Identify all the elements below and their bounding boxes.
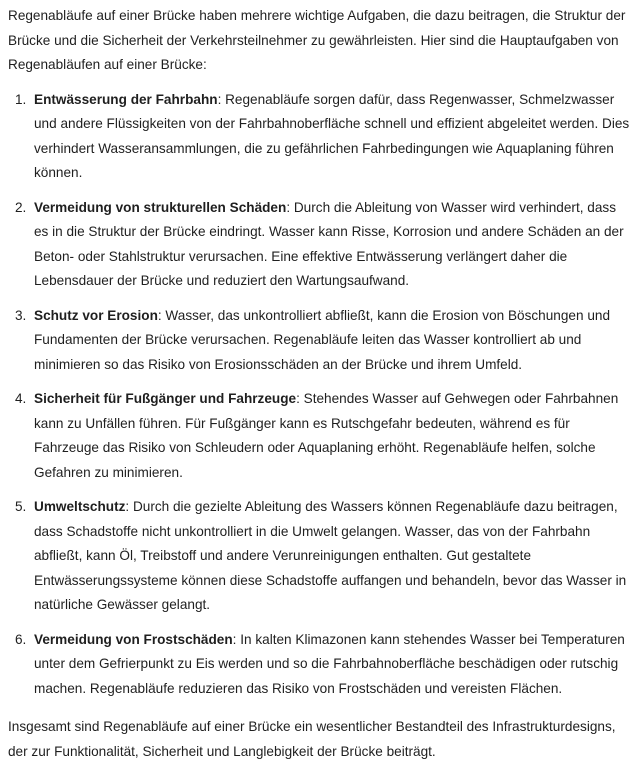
list-number: 3. (15, 307, 27, 323)
list-item (15, 88, 632, 186)
summary-paragraph: Insgesamt sind Regenabläufe auf einer Brücke ein wesentlicher Bestandteil des Infrastrukturdesigns, der zur Funktionalität, Sicherheit und Langlebigkeit der Brücke beiträgt. (8, 719, 616, 759)
list-item (15, 304, 632, 378)
list-item-term: Sicherheit für Fußgänger und Fahrzeuge (34, 391, 297, 406)
list-number: 1. (15, 91, 27, 107)
tasks-list (8, 88, 632, 702)
list-item-text: : Regenabläufe sorgen dafür, dass Regenwasser, Schmelzwasser und andere Flüssigkeiten von der Fahrbahnoberfläche schnell und effizient abgeleitet werden. Dies verhindert Wasseransammlungen, die zu gefährlichen Fahrbedingungen wie Aquaplaning führen können. (34, 91, 630, 180)
list-item-term: Umweltschutz (34, 499, 126, 514)
list-item-text: : Wasser, das unkontrolliert abfließt, kann die Erosion von Böschungen und Fundamenten der Brücke verursachen. Regenabläufe leiten das Wasser kontrolliert ab und minimieren so das Risiko von Erosionsschäden an der Brücke und ihrem Umfeld. (34, 307, 610, 372)
list-item (15, 387, 632, 485)
list-number: 5. (15, 499, 27, 514)
list-item (15, 495, 632, 618)
list-item-text: : Durch die Ableitung von Wasser wird verhindert, dass es in die Struktur der Brücke eindringt. Wasser kann Risse, Korrosion und andere Schäden an der Beton- oder Stahlstruktur verursachen. Eine effektive Entwässerung verlängert daher die Lebensdauer der Brücke und reduziert den Wartungsaufwand. (34, 199, 624, 288)
list-number: 4. (15, 391, 27, 406)
list-number: 2. (15, 199, 27, 215)
list-item-term: Vermeidung von Frostschäden (34, 631, 233, 647)
list-item-text: : Stehendes Wasser auf Gehwegen oder Fahrbahnen kann zu Unfällen führen. Für Fußgänger kann es Rutschgefahr bedeuten, während es für Fahrzeuge das Risiko von Schleudern oder Aquaplaning erhöht. Regenabläufe helfen, solche Gefahren zu minimieren. (34, 391, 619, 480)
list-item-term: Vermeidung von strukturellen Schäden (34, 199, 287, 215)
list-item-term: Schutz vor Erosion (34, 307, 158, 323)
list-item (15, 196, 632, 294)
list-item-text: : In kalten Klimazonen kann stehendes Wasser bei Temperaturen unter dem Gefrierpunkt zu Eis werden und so die Fahrbahnoberfläche beschädigen oder rutschig machen. Regenabläufe reduzieren das Risiko von Frostschäden und vereisten Flächen. (34, 631, 625, 696)
list-item-term: Entwässerung der Fahrbahn (34, 91, 218, 107)
list-item (15, 628, 632, 702)
list-number: 6. (15, 631, 27, 647)
intro-paragraph: Regenabläufe auf einer Brücke haben mehrere wichtige Aufgaben, die dazu beitragen, die Struktur der Brücke und die Sicherheit der Verkehrsteilnehmer zu gewährleisten. Hier sind die Hauptaufgaben von Regenabläufen auf einer Brücke: (8, 8, 626, 72)
list-item-text: : Durch die gezielte Ableitung des Wassers können Regenabläufe dazu beitragen, dass Schadstoffe nicht unkontrolliert in die Umwelt gelangen. Wasser, das von der Fahrbahn abfließt, kann Öl, Treibstoff und andere Verunreinigungen enthalten. Gut gestaltete Entwässerungssysteme können diese Schadstoffe auffangen und behandeln, bevor das Wasser in natürliche Gewässer gelangt. (34, 499, 627, 612)
